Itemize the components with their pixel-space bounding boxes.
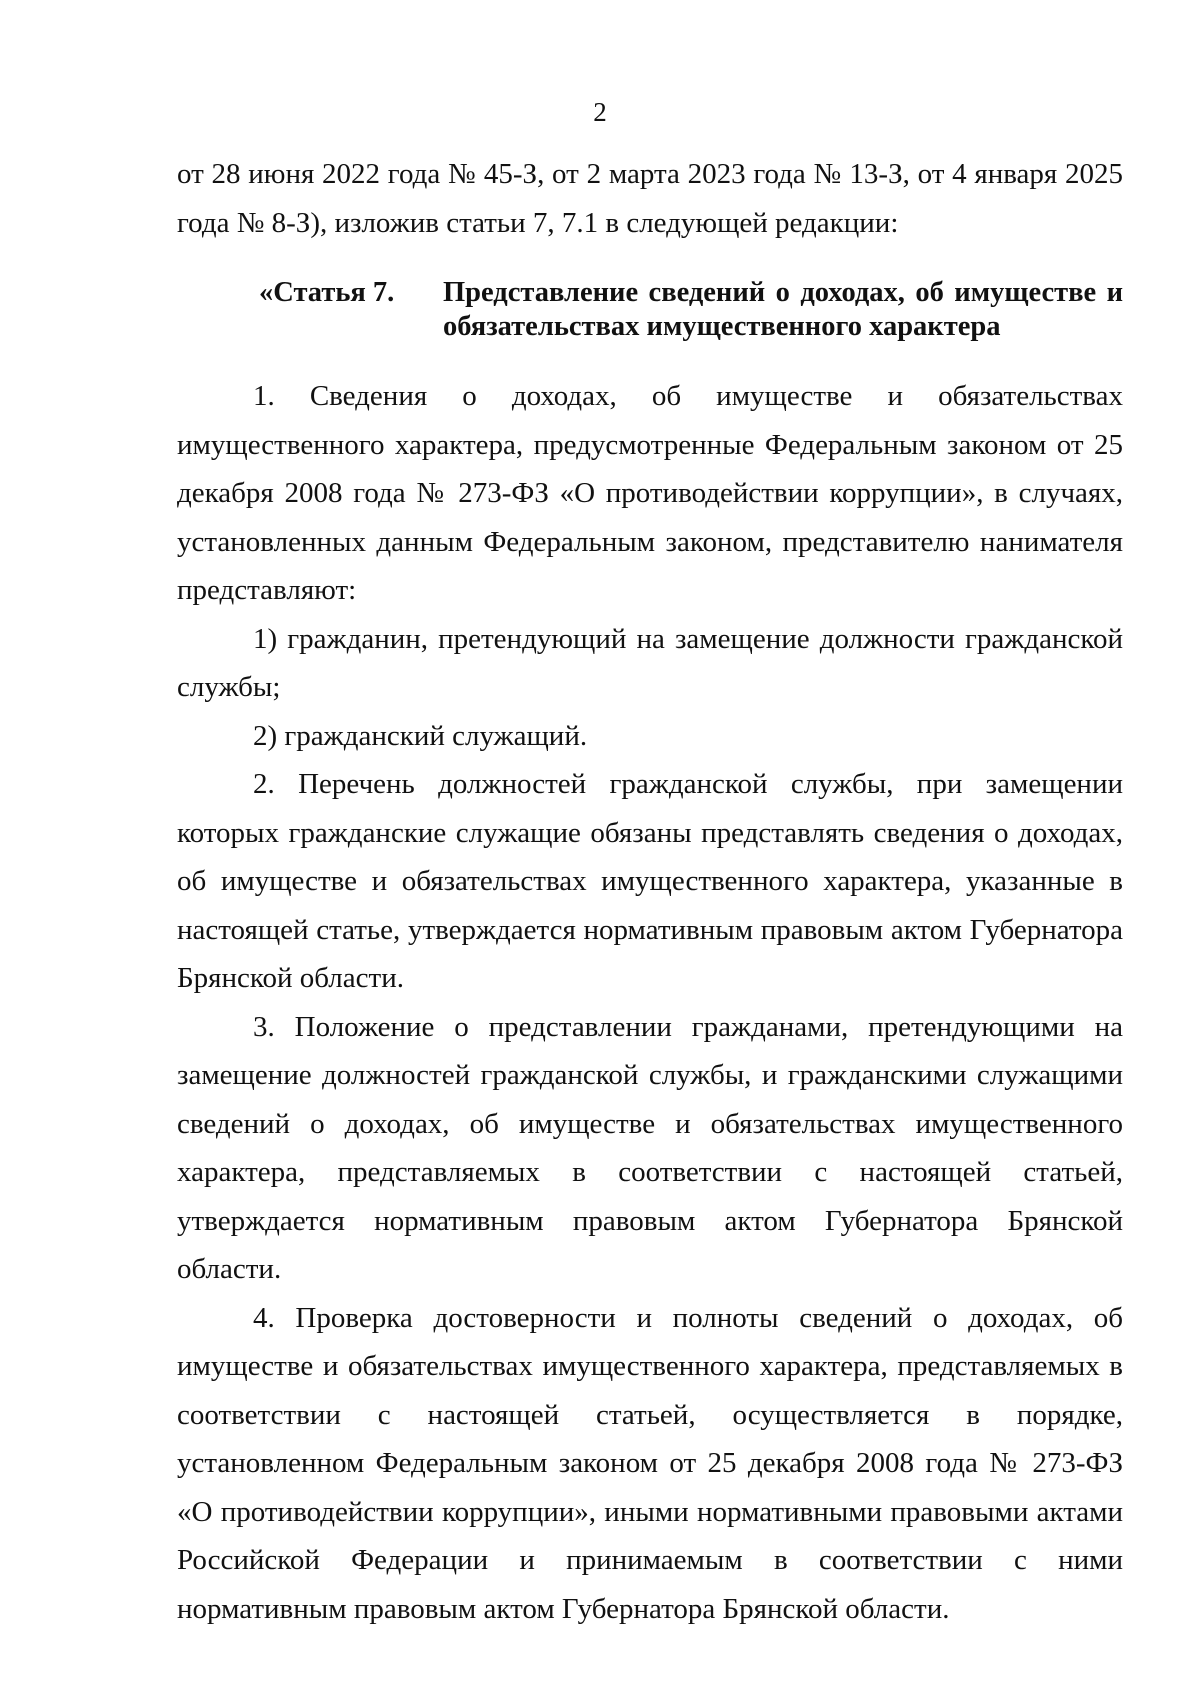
article-heading bbox=[177, 276, 1123, 344]
article-label: «Статья 7. bbox=[259, 277, 395, 308]
paragraph-4: 4. Проверка достоверности и полноты сведений о доходах, об имуществе и обязательствах имущественного характера, представляемых в соответствии с настоящей статьей, осуществляется в порядке, установленном Федеральным законом от 25 декабря 2008 года № 273-ФЗ «О противодействии коррупции», иными нормативными правовыми актами Российской Федерации и принимаемым в соответствии с ними нормативным правовым актом Губернатора Брянской области. bbox=[177, 1301, 1123, 1625]
paragraph-1-item-1: 1) гражданин, претендующий на замещение должности гражданской службы; bbox=[177, 622, 1123, 703]
paragraph-3: 3. Положение о представлении гражданами, претендующими на замещение должностей гражданской службы, и гражданскими служащими сведений о доходах, об имуществе и обязательствах имущественного характера, представляемых в соответствии с настоящей статьей, утверждается нормативным правовым актом Губернатора Брянской области. bbox=[177, 1010, 1123, 1285]
intro-paragraph: от 28 июня 2022 года № 45-З, от 2 марта 2023 года № 13-З, от 4 января 2025 года № 8-З), изложив статьи 7, 7.1 в следующей редакции: bbox=[177, 158, 1123, 239]
paragraph-1: 1. Сведения о доходах, об имуществе и обязательствах имущественного характера, предусмотренные Федеральным законом от 25 декабря 2008 года № 273-ФЗ «О противодействии коррупции», в случаях, установленных данным Федеральным законом, представителю нанимателя представляют: bbox=[177, 380, 1123, 606]
article-title: Представление сведений о доходах, об имуществе и обязательствах имущественного характера bbox=[443, 277, 1123, 342]
paragraph-1-item-2: 2) гражданский служащий. bbox=[253, 719, 588, 752]
paragraph-2: 2. Перечень должностей гражданской службы, при замещении которых гражданские служащие обязаны представлять сведения о доходах, об имуществе и обязательствах имущественного характера, указанные в настоящей статье, утверждается нормативным правовым актом Губернатора Брянской области. bbox=[177, 768, 1123, 994]
document-body bbox=[177, 150, 1123, 1633]
page-number: 2 bbox=[593, 97, 607, 127]
